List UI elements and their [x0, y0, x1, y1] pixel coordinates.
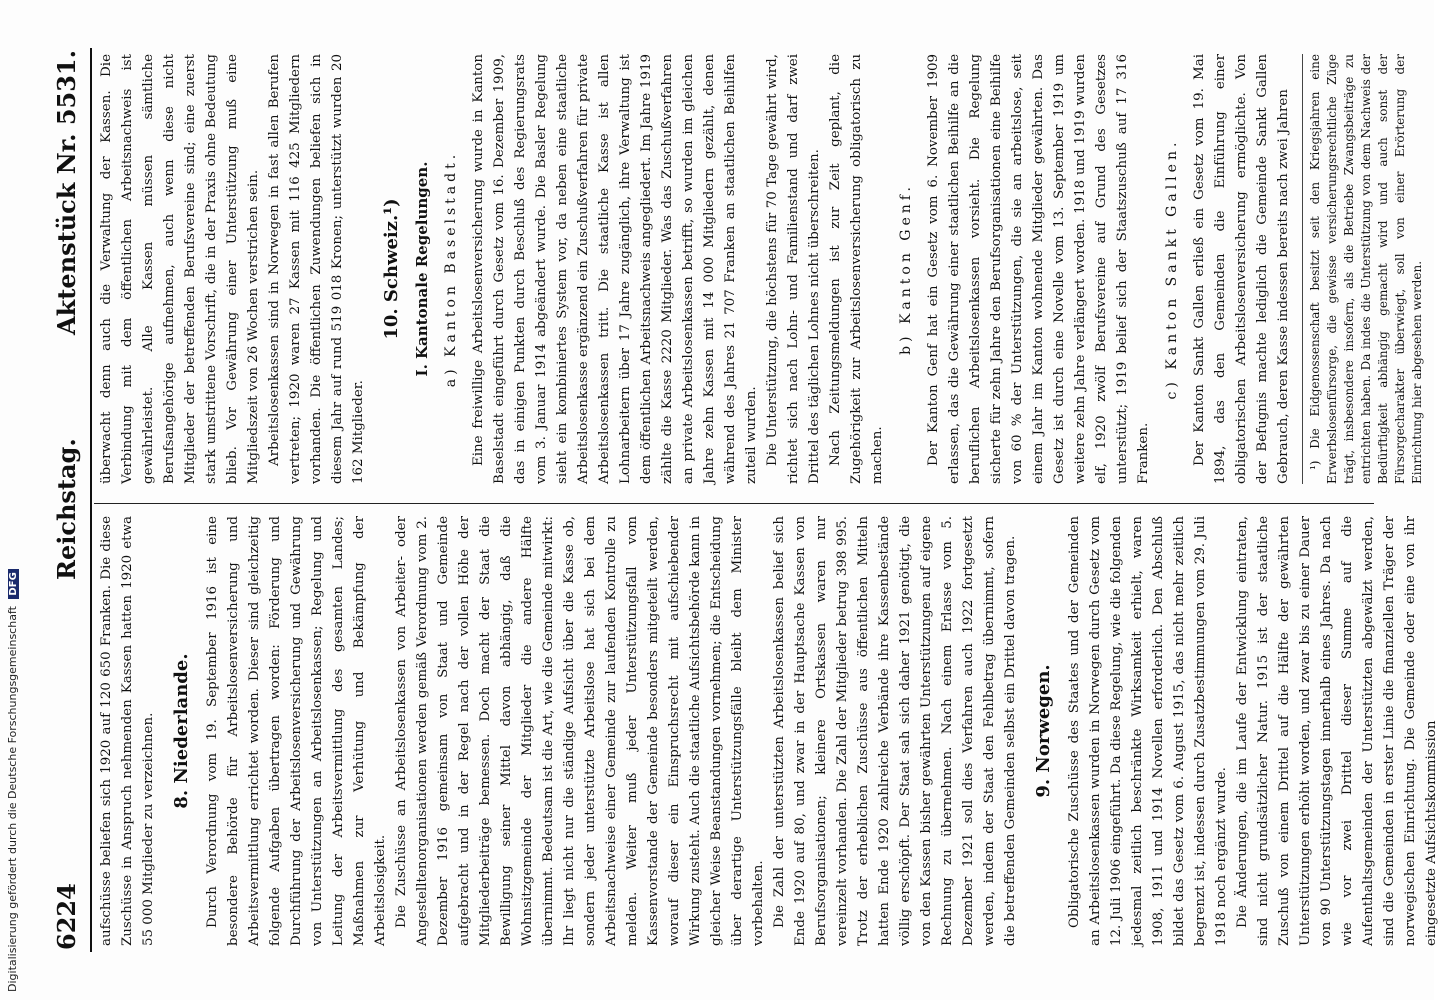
digitization-credit [6, 2, 20, 992]
footnote [1302, 54, 1426, 484]
page-number: 6224 [52, 883, 81, 950]
paragraph: Die Änderungen, die im Laufe der Entwicklung eintraten, sind nicht grundsätzlicher Natur. 1915 ist der staatliche Zuschuß von einem Drittel auf die Hälfte der gewährten Unterstützungen erhöht worden, und zwar bis zu einer Dauer von 90 Unterstützungstagen innerhalb eines Jahres. Da nach wie vor zwei Drittel dieser Summe auf die Aufenthaltsgemeinden der Unterstützten abgewälzt werden, sind die Gemeinden in erster Linie die finanziellen Träger der norwegischen Einrichtung. Die Gemeinde oder eine von ihr eingesetzte Aufsichtskommission [1235, 516, 1439, 946]
subsection-heading-genf: b) Kanton Genf. [898, 183, 914, 355]
header-title: Reichstag. [52, 438, 81, 580]
paragraph: aufschüsse beliefen sich 1920 auf 120 650 Franken. Die diese Zuschüsse in Anspruch nehmenden Kassen hatten 1920 etwa 55 000 Mitglieder zu verzeichnen. [99, 516, 156, 946]
paragraph: Der Kanton Sankt Gallen erließ ein Gesetz vom 19. Mai 1894, das den Gemeinden die Einführung einer obligatorischen Arbeitslosenversicherung ermöglichte. Von der Befugnis machte lediglich die Gemeinde Sankt Gallen Gebrauch, deren Kasse indessen bereits nach zwei Jahren [1192, 54, 1291, 484]
paragraph: überwacht denn auch die Verwaltung der Kassen. Die Verbindung mit dem öffentlichen Arbeitsnachweis ist gewährleistet. Alle Kassen müssen sämtliche Berufsangehörige aufnehmen, auch wenn diese nicht Mitglieder der betreffenden Berufsvereine sind; eine zuerst stark umstrittene Vorschrift, die in der Praxis ohne Bedeutung blieb. Vor Gewährung einer Unterstützung muß eine Mitgliedszeit von 26 Wochen verstrichen sein. [99, 54, 261, 484]
section-heading-schweiz: 10. Schweiz.¹) [381, 198, 402, 340]
paragraph: Die Zahl der unterstützten Arbeitslosenkassen belief sich Ende 1920 auf 80, und zwar in der Hauptsache Kassen von Berufsorganisationen; kleinere Ortskassen waren nur vereinzelt vorhanden. Die Zahl der Mitglieder betrug 398 995. Trotz der erheblichen Zuschüsse aus öffentlichen Mitteln hatten Ende 1920 zahlreiche Verbände ihre Kassenbestände völlig erschöpft. Der Staat sah sich daher 1921 genötigt, die von den Kassen bisher gewährten Unterstützungen auf eigene Rechnung zu übernehmen. Nach einem Erlasse vom 5. Dezember 1921 soll dies Verfahren auch 1922 fortgesetzt werden, indem der Staat den Fehlbetrag übernimmt, sofern die betreffenden Gemeinden selbst ein Drittel davon tragen. [772, 516, 1018, 946]
section-heading-niederlande: 8. Niederlande. [171, 653, 192, 809]
header-rule [90, 48, 92, 952]
footnote-text: ¹) Die Eidgenossenschaft besitzt seit den Kriegsjahren eine Erwerbslosenfürsorge, die gewisse versicherungsrechtliche Züge trägt, insbesondere insofern, als die Betriebe Zwangsbeiträge zu entrichten haben. Da indes die Unterstützung von dem Nachweis der Bedürftigkeit abhängig gemacht wird und auch sonst der Fürsorgecharakter überwiegt, soll von einer Erörterung der Einrichtung hier abgesehen werden. [1308, 54, 1424, 484]
paragraph: Nach Zeitungsmeldungen ist zur Zeit geplant, die Zugehörigkeit zur Arbeitslosenversicherung obligatorisch zu machen. [828, 54, 885, 484]
paragraph: Arbeitslosenkassen sind in Norwegen in fast allen Berufen vertreten; 1920 waren 27 Kassen mit 116 425 Mitgliedern vorhanden. Die öffentlichen Zuwendungen beliefen sich in diesem Jahr auf rund 519 018 Kronen; unterstützt wurden 20 162 Mitglieder. [267, 54, 366, 484]
subsection-heading: I. Kantonale Regelungen. [413, 161, 431, 377]
paragraph: Der Kanton Genf hat ein Gesetz vom 6. November 1909 erlassen, das die Gewährung einer staatlichen Beihilfe an die beruflichen Arbeitslosenkassen vorsieht. Die Regelung sicherte für zehn Jahre den Berufsorganisationen eine Beihilfe von 60 % der Unterstützungen, die sie an arbeitslose, seit einem Jahr im Kanton wohnende Mitglieder gewährten. Das Gesetz ist durch eine Novelle vom 13. September 1919 um weitere zehn Jahre verlängert worden. 1918 und 1919 wurden elf, 1920 zwölf Berufsvereine auf Grund des Gesetzes unterstützt; 1919 belief sich der Staatszuschuß auf 17 316 Franken. [926, 54, 1151, 484]
subsection-heading-baselstadt: a) Kanton Baselstadt. [443, 150, 459, 388]
left-column [96, 516, 1439, 946]
right-column [96, 54, 1424, 484]
column-divider [94, 503, 1374, 504]
paragraph: Eine freiwillige Arbeitslosenversicherung wurde in Kanton Baselstadt eingeführt durch Gesetz vom 16. Dezember 1909, das in einigen Punkten durch Beschluß des Regierungsrats vom 3. Januar 1914 abgeändert wurde. Die Basler Regelung sieht ein kombiniertes System vor, da neben eine staatliche Arbeitslosenkasse ergänzend ein Zuschußverfahren für private Arbeitslosenkassen tritt. Die staatliche Kasse ist allen Lohnarbeitern über 17 Jahre zugänglich, ihre Verwaltung ist dem öffentlichen Arbeitsnachweis angegliedert. Im Jahre 1919 zählte die Kasse 2220 Mitglieder. Was das Zuschußverfahren an private Arbeitslosenkassen betrifft, so wurden im gleichen Jahre zehn Kassen mit 14 000 Mitgliedern gezählt, denen während des Jahres 21 707 Franken an staatlichen Beihilfen zuteil wurden. [471, 54, 759, 484]
paragraph: Die Unterstützung, die höchstens für 70 Tage gewährt wird, richtet sich nach Lohn- und Familienstand und darf zwei Drittel des täglichen Lohnes nicht überschreiten. [765, 54, 822, 484]
header-document-number: Aktenstück Nr. 5531. [52, 50, 81, 335]
paragraph: Durch Verordnung vom 19. September 1916 ist eine besondere Behörde für Arbeitslosenversicherung und Arbeitsvermittlung errichtet worden. Dieser sind gleichzeitig folgende Aufgaben übertragen worden: Förderung und Durchführung der Arbeitslosenversicherung und Gewährung von Unterstützungen an Arbeitslosenkassen; Regelung und Leitung der Arbeitsvermittlung des gesamten Landes; Maßnahmen zur Verhütung und Bekämpfung der Arbeitslosigkeit. [205, 516, 388, 946]
paragraph: Obligatorische Zuschüsse des Staates und der Gemeinden an Arbeitslosenkassen wurden in Norwegen durch Gesetz vom 12. Juli 1906 eingeführt. Da diese Regelung, wie die folgenden jedesmal zeitlich beschränkte Wirksamkeit erhielt, waren 1908, 1911 und 1914 Novellen erforderlich. Den Abschluß bildet das Gesetz vom 6. August 1915, das nicht mehr zeitlich begrenzt ist, indessen durch Zusatzbestimmungen vom 29. Juli 1918 noch ergänzt wurde. [1067, 516, 1229, 946]
section-heading-norwegen: 9. Norwegen. [1033, 664, 1054, 798]
credit-text: Digitalisierung gefördert durch die Deutsche Forschungsgemeinschaft [6, 606, 19, 992]
paragraph: Die Zuschüsse an Arbeitslosenkassen von Arbeiter- oder Angestelltenorganisationen werden gemäß Verordnung vom 2. Dezember 1916 gemeinsam von Staat und Gemeinde aufgebracht und in der Regel nach der vollen Höhe der Mitgliederbeiträge bemessen. Doch macht der Staat die Bewilligung seiner Mittel davon abhängig, daß die Wohnsitzgemeinde der Mitglieder die andere Hälfte übernimmt. Bedeutsam ist die Art, wie die Gemeinde mitwirkt: Ihr liegt nicht nur die ständige Aufsicht über die Kasse ob, sondern jeder unterstützte Arbeitslose hat sich bei dem Arbeitsnachweise einer Gemeinde zur laufenden Kontrolle zu melden. Weiter muß jeder Unterstützungsfall vom Kassenvorstande der Gemeinde besonders mitgeteilt werden, worauf dieser ein Einspruchsrecht mit aufschiebender Wirkung zusteht. Auch die staatliche Aufsichtsbehörde kann in gleicher Weise Beanstandungen vornehmen; die Entscheidung über derartige Unterstützungsfälle bleibt dem Minister vorbehalten. [394, 516, 766, 946]
dfg-logo: DFG [8, 569, 19, 598]
page-header [48, 50, 88, 950]
subsection-heading-sankt-gallen: c) Kanton Sankt Gallen. [1164, 138, 1180, 400]
